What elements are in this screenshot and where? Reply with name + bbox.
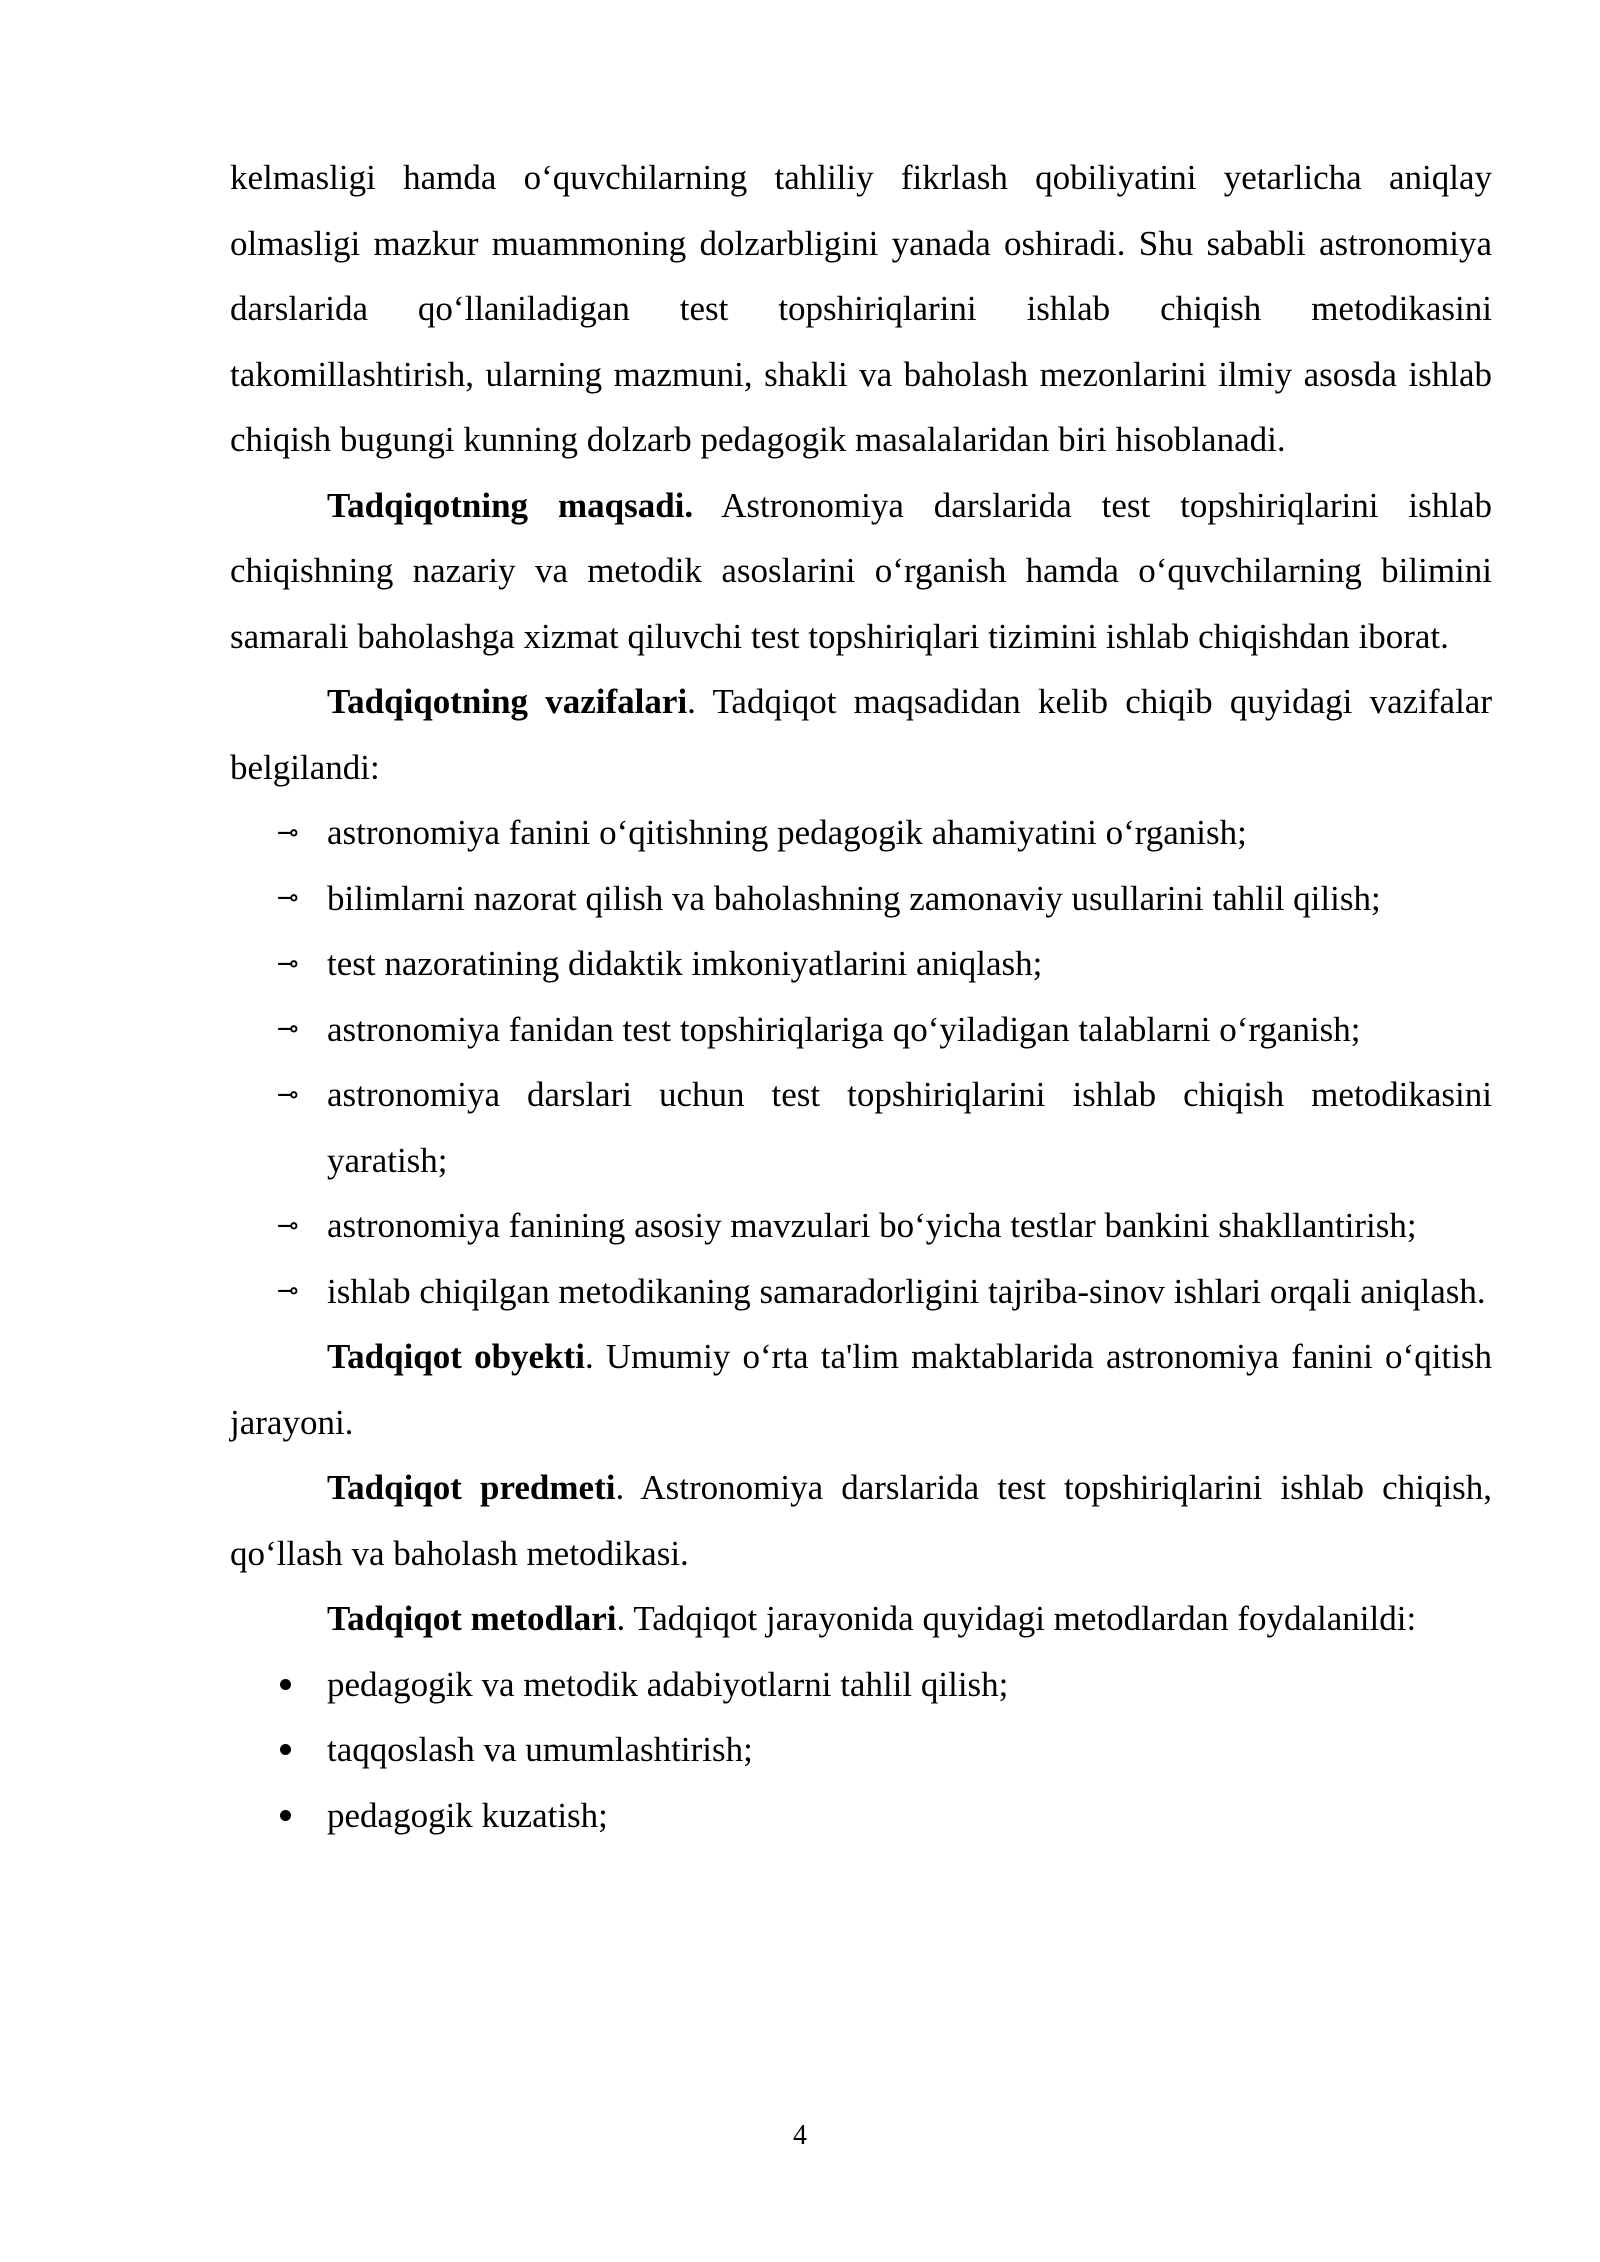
subject-paragraph <box>230 1455 1492 1586</box>
hook-arrow-icon: ⊸ <box>277 883 299 914</box>
tasks-item-text: test nazoratining didaktik imkoniyatlarini aniqlash; <box>327 944 1043 983</box>
goal-paragraph <box>230 473 1492 670</box>
methods-item-text: pedagogik va metodik adabiyotlarni tahlil qilish; <box>327 1664 1009 1704</box>
tasks-item-text: astronomiya fanini o‘qitishning pedagogik ahamiyatini o‘rganish; <box>327 813 1247 852</box>
subject-heading: Tadqiqot predmeti <box>327 1468 616 1507</box>
tasks-list-item <box>230 931 1492 997</box>
methods-list-item <box>230 1783 1492 1849</box>
methods-list-item <box>230 1717 1492 1783</box>
bullet-dot-icon <box>277 1652 317 1718</box>
tasks-item-text: astronomiya darslari uchun test topshiriqlarini ishlab chiqish metodikasini yaratish; <box>327 1075 1492 1180</box>
tasks-list-item <box>230 1193 1502 1259</box>
tasks-list-item <box>230 1259 1492 1325</box>
methods-text: . Tadqiqot jarayonida quyidagi metodlardan foydalanildi: <box>616 1599 1417 1638</box>
methods-item-text: pedagogik kuzatish; <box>327 1795 608 1835</box>
object-text: . Umumiy o‘rta ta'lim maktablarida astronomiya fanini o‘qitish jarayoni. <box>230 1337 1492 1442</box>
tasks-heading: Tadqiqotning vazifalari <box>327 682 688 721</box>
tasks-item-text: astronomiya fanidan test topshiriqlariga qo‘yiladigan talablarni o‘rganish; <box>327 1009 1361 1049</box>
hook-arrow-icon: ⊸ <box>277 948 299 979</box>
bullet-dot-icon <box>277 1717 317 1783</box>
tasks-text: . Tadqiqot maqsadidan kelib chiqib quyidagi vazifalar belgilandi: <box>230 682 1492 787</box>
methods-paragraph <box>230 1586 1492 1652</box>
bullet-dot-icon <box>277 1783 317 1849</box>
hook-arrow-icon: ⊸ <box>277 1079 299 1110</box>
tasks-list-item <box>230 1062 1492 1193</box>
tasks-list-item <box>230 800 1492 866</box>
document-page <box>230 145 1492 1848</box>
hook-arrow-icon: ⊸ <box>277 817 299 848</box>
subject-text: . Astronomiya darslarida test topshiriqlarini ishlab chiqish, qo‘llash va baholash metodikasi. <box>230 1468 1492 1573</box>
methods-item-text: taqqoslash va umumlashtirish; <box>327 1730 753 1769</box>
methods-list <box>230 1652 1492 1849</box>
hook-arrow-icon: ⊸ <box>277 1276 299 1307</box>
tasks-list <box>230 800 1492 1324</box>
hook-arrow-icon: ⊸ <box>277 1014 299 1045</box>
tasks-item-text: astronomiya fanining asosiy mavzulari bo‘yicha testlar bankini shakllantirish; <box>327 1206 1417 1245</box>
goal-heading: Tadqiqotning maqsadi. <box>327 485 694 525</box>
methods-heading: Tadqiqot metodlari <box>327 1599 617 1638</box>
goal-text: Astronomiya darslarida test topshiriqlarini ishlab chiqishning nazariy va metodik asoslarini o‘rganish hamda o‘quvchilarning bilimini samarali baholashga xizmat qiluvchi test topshiriqlari tizimini ishlab chiqishdan iborat. <box>230 485 1492 656</box>
tasks-item-text: bilimlarni nazorat qilish va baholashning zamonaviy usullarini tahlil qilish; <box>327 878 1381 918</box>
object-heading: Tadqiqot obyekti <box>327 1337 585 1376</box>
tasks-paragraph <box>230 669 1492 800</box>
object-paragraph <box>230 1324 1492 1455</box>
methods-list-item <box>230 1652 1492 1718</box>
hook-arrow-icon: ⊸ <box>277 1210 299 1241</box>
page-number: 4 <box>793 2120 807 2151</box>
tasks-list-item <box>230 866 1492 932</box>
tasks-item-text: ishlab chiqilgan metodikaning samaradorligini tajriba-sinov ishlari orqali aniqlash. <box>327 1271 1486 1311</box>
intro-paragraph: kelmasligi hamda o‘quvchilarning tahliliy fikrlash qobiliyatini yetarlicha aniqlay olmasligi mazkur muammoning dolzarbligini yanada oshiradi. Shu sababli astronomiya darslarida qo‘llaniladigan test topshiriqlarini ishlab chiqish metodikasini takomillashtirish, ularning mazmuni, shakli va baholash mezonlarini ilmiy asosda ishlab chiqish bugungi kunning dolzarb pedagogik masalalaridan biri hisoblanadi. <box>230 158 1492 459</box>
tasks-list-item <box>230 997 1492 1063</box>
